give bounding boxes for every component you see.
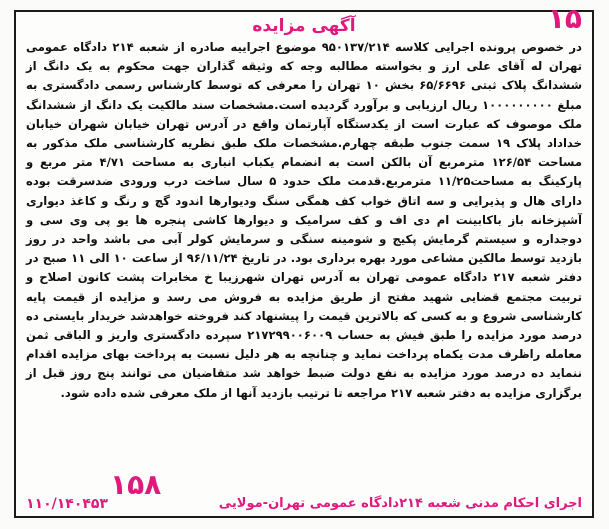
- notice-title: آگهی مزایده: [252, 16, 356, 36]
- notice-code: ۱۱۰/۱۴۰۴۵۳: [26, 496, 109, 512]
- handwritten-mark-bottom: ۱۵۸: [110, 468, 162, 501]
- notice-box: [14, 2, 594, 518]
- issuer-signature: اجرای احکام مدنی شعبه ۲۱۴دادگاه عمومی تهران-مولایی: [218, 496, 582, 511]
- notice-footer: [24, 496, 584, 516]
- handwritten-mark-top: ۱۵: [547, 2, 582, 35]
- notice-body: در خصوص پرونده اجرایی کلاسه ۹۵۰۱۳۷/۲۱۴ موضوع اجراییه صادره از شعبه ۲۱۴ دادگاه عمومی تهران له آقای علی ارز و بخواسته مطالبه وجه که وثیقه گذاران جهت محکوم به یک دانگ از ششدانگ پلاک ثبتی ۶۵/۶۶۹۶ بخش ۱۰ تهران را معرفی که توسط کارشناس رسمی دادگستری به مبلغ ۱۰۰۰۰۰۰۰۰۰ ریال ارزیابی و برآورد گردیده است.مشخصات سند مالکیت یک دانگ از ششدانگ ملک موصوف که عبارت است از یکدستگاه آپارتمان واقع در آدرس تهران خیابان شهران خیابان خداداد پلاک ۱۹ سمت جنوب طبقه چهارم.مشخصات ملک طبق نظریه کارشناسی ملک مذکور به مساحت ۱۲۶/۵۴ مترمربع آن بالکن است به انضمام یکباب انباری به مساحت ۴/۷۱ متر مربع و پارکینگ به مساحت۱۱/۲۵ مترمربع.قدمت ملک حدود ۵ سال ساخت درب ورودی ضدسرقت بوده دارای هال و پذیرایی و سه اتاق خواب کف همگی سنگ ودیوارها اندود گچ و رنگ و کاغذ دیواری آشپزخانه باز باکابینت ام دی اف و کف سرامیک و دیوارها کاشی پنجره ها یو پی وی سی و دوجداره و سیستم گرمایش پکیج و شومینه سنگی و سرمایش کولر آبی می باشد واحد در روز بازدید توسط مالکین مشاعی مورد بهره برداری بود. در تاریخ ۹۶/۱۱/۲۴ از ساعت ۱۰ الی ۱۱ صبح در دفتر شعبه ۲۱۷ دادگاه عمومی تهران به آدرس تهران شهرزیبا خ مخابرات پشت کانون اصلاح و تربیت مجتمع قضایی شهید مفتح از طریق مزایده به فروش می رسد و مزایده از قیمت پایه کارشناسی شروع و به کسی که بالاترین قیمت را پیشنهاد کند فروخته خواهدشد خریدار بایستی ده درصد مورد مزایده را طبق فیش به حساب ۲۱۷۲۹۹۰۰۶۰۰۹ سپرده دادگستری واریز و الباقی ثمن معامله راظرف مدت یکماه پرداخت نماید و چنانچه به هر دلیل نسبت به پرداخت بهای مزایده اقدام ننماید ده درصد مورد مزایده به نفع دولت ضبط خواهد شد متقاضیان می توانند پنج روز قبل از برگزاری مزایده به دفتر شعبه ۲۱۷ مراجعه تا ترتیب بازدید آنها از ملک معرفی شده داده شود.: [26, 40, 583, 400]
